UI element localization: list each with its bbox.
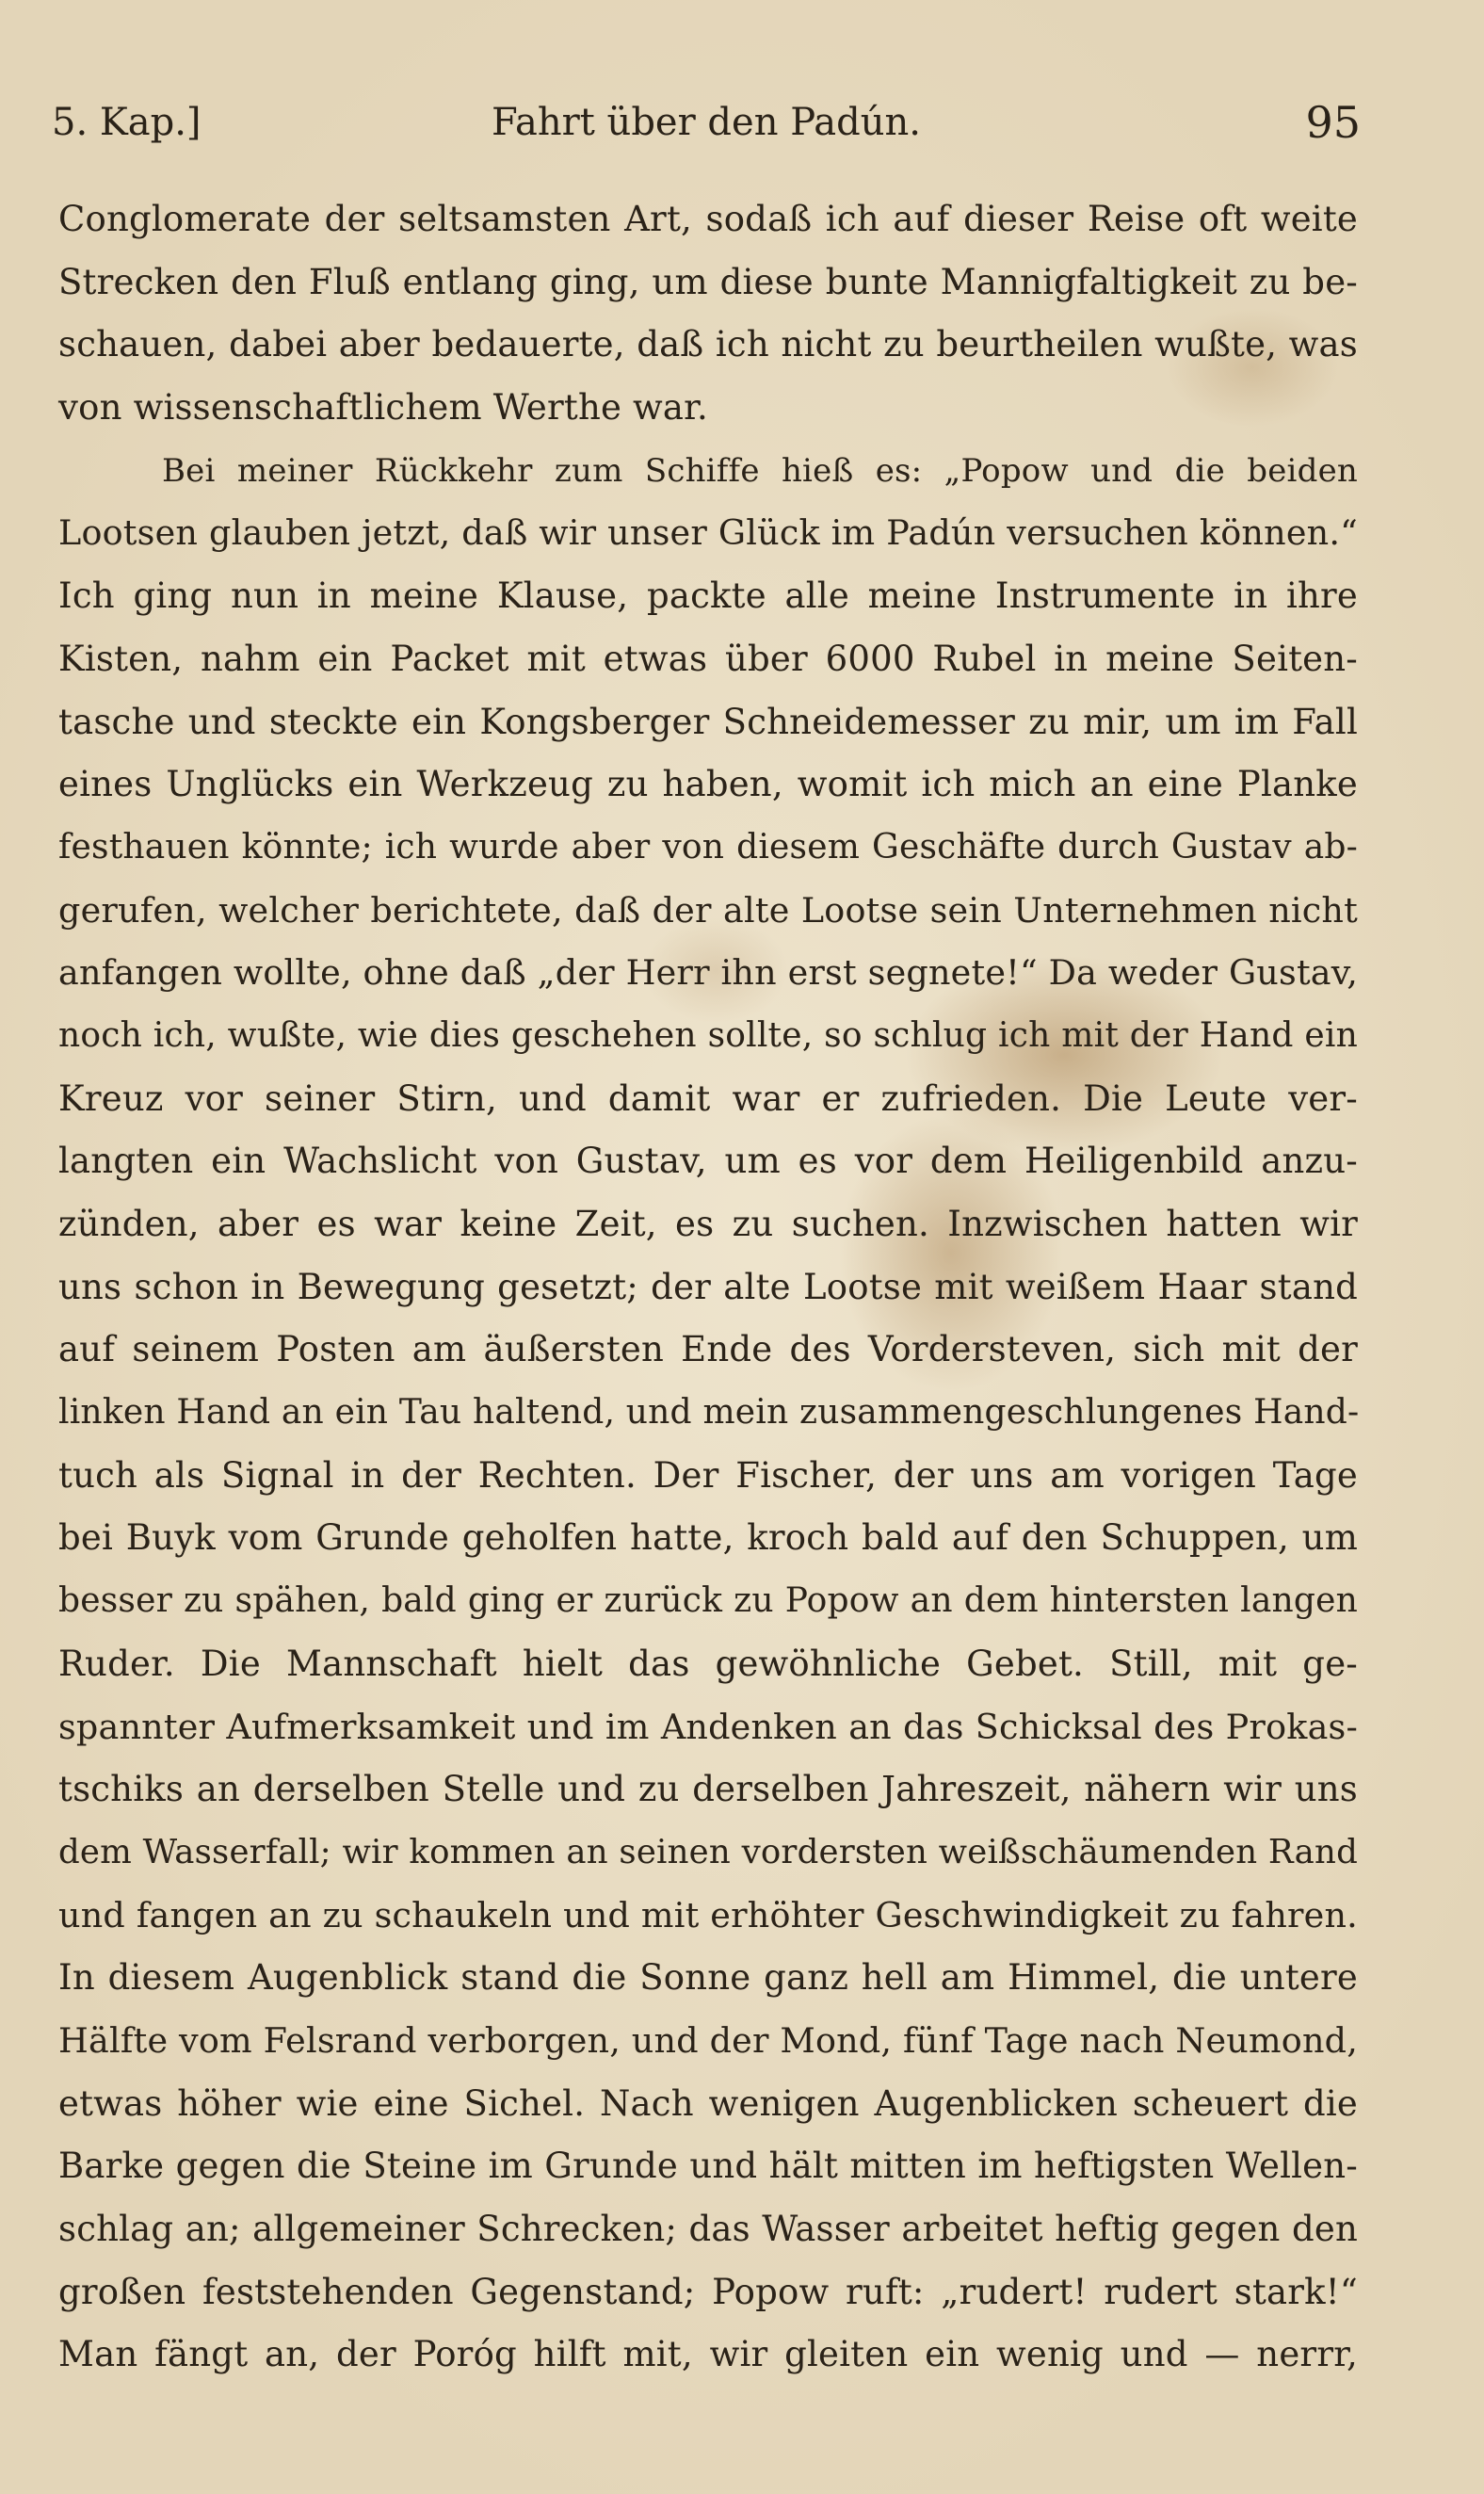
page-number: 95 [1305,97,1361,148]
text-line: und fangen an zu schaukeln und mit erhöhter Geschwindigkeit zu fahren. [58,1894,1358,1935]
text-line: gerufen, welcher berichtete, daß der alte Lootse sein Unternehmen nicht [58,889,1358,931]
text-line: zünden, aber es war keine Zeit, es zu suchen. Inzwischen hatten wir [58,1204,1358,1244]
text-line: Man fängt an, der Poróg hilft mit, wir gleiten ein wenig und — nerrr, [58,2334,1358,2375]
text-line: noch ich, wußte, wie dies geschehen sollte, so schlug ich mit der Hand ein [58,1015,1358,1055]
text-line: anfangen wollte, ohne daß „der Herr ihn erst segnete!“ Da weder Gustav, [58,952,1359,994]
text-line: Bei meiner Rückkehr zum Schiffe hieß es: „Popow und die beiden [162,451,1358,490]
running-title: Fahrt über den Padún. [492,101,921,144]
text-line: festhauen könnte; ich wurde aber von diesem Geschäfte durch Gustav ab- [58,827,1358,866]
text-line: Ruder. Die Mannschaft hielt das gewöhnliche Gebet. Still, mit ge- [58,1643,1358,1684]
text-line: In diesem Augenblick stand die Sonne ganz hell am Himmel, die untere [58,1957,1358,1999]
text-line: auf seinem Posten am äußersten Ende des Vordersteven, sich mit der [58,1329,1358,1370]
text-line: Strecken den Fluß entlang ging, um diese bunte Mannigfaltigkeit zu be- [58,261,1358,302]
text-line: tasche und steckte ein Kongsberger Schneidemesser zu mir, um im Fall [58,701,1358,742]
text-line: dem Wasserfall; wir kommen an seinen vordersten weißschäumenden Rand [58,1832,1358,1871]
running-head [52,89,1361,155]
text-line: schlag an; allgemeiner Schrecken; das Wasser arbeitet heftig gegen den [58,2209,1358,2249]
text-line: langten ein Wachslicht von Gustav, um es vor dem Heiligenbild anzu- [58,1141,1358,1182]
text-line: Hälfte vom Felsrand verborgen, und der Mond, fünf Tage nach Neumond, [58,2019,1359,2061]
text-line: bei Buyk vom Grunde geholfen hatte, kroch bald auf den Schuppen, um [58,1517,1358,1559]
text-line: spannter Aufmerksamkeit und im Andenken an das Schicksal des Prokas- [58,1706,1358,1747]
text-line: Kisten, nahm ein Packet mit etwas über 6000 Rubel in meine Seiten- [58,638,1358,679]
text-line: Kreuz vor seiner Stirn, und damit war er zufrieden. Die Leute ver- [58,1077,1358,1119]
text-line: Ich ging nun in meine Klause, packte alle meine Instrumente in ihre [58,575,1358,617]
text-line: uns schon in Bewegung gesetzt; der alte Lootse mit weißem Haar stand [58,1266,1358,1307]
text-line: schauen, dabei aber bedauerte, daß ich nicht zu beurtheilen wußte, was [58,324,1358,365]
text-line: tuch als Signal in der Rechten. Der Fischer, der uns am vorigen Tage [58,1454,1358,1496]
body-text [58,188,1358,2387]
text-line: Barke gegen die Steine im Grunde und hält mitten im heftigsten Wellen- [58,2146,1358,2187]
text-line: großen feststehenden Gegenstand; Popow ruft: „rudert! rudert stark!“ [58,2271,1358,2312]
text-line: eines Unglücks ein Werkzeug zu haben, womit ich mich an eine Planke [58,764,1358,805]
text-line: etwas höher wie eine Sichel. Nach wenigen Augenblicken scheuert die [58,2082,1358,2124]
text-line: Conglomerate der seltsamsten Art, sodaß ich auf dieser Reise oft weite [58,199,1358,239]
text-line: von wissenschaftlichem Werthe war. [58,387,708,429]
chapter-label: 5. Kap.] [52,101,202,144]
text-line: linken Hand an ein Tau haltend, und mein zusammengeschlungenes Hand- [58,1393,1360,1433]
text-line: besser zu spähen, bald ging er zurück zu Popow an dem hintersten langen [58,1581,1358,1621]
text-line: tschiks an derselben Stelle und zu derselben Jahreszeit, nähern wir uns [58,1769,1358,1810]
text-line: Lootsen glauben jetzt, daß wir unser Glück im Padún versuchen können.“ [58,512,1358,554]
